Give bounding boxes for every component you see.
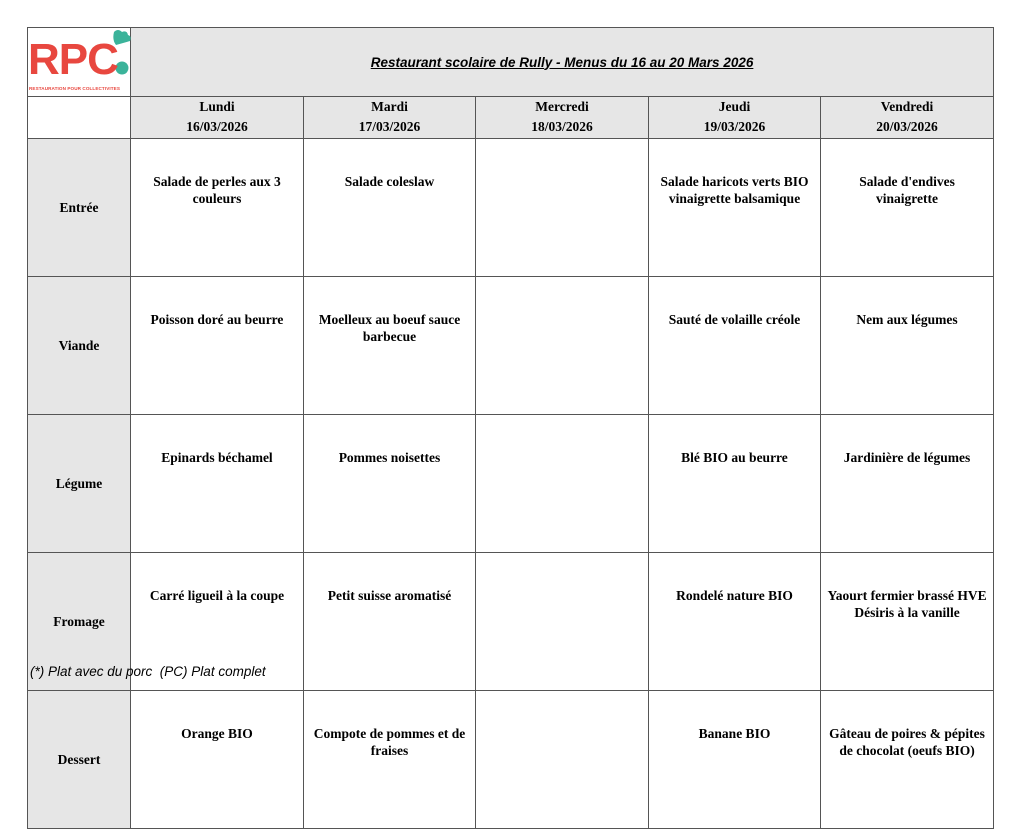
dish-cell: Sauté de volaille créole (649, 277, 821, 415)
dish-cell (476, 277, 649, 415)
day-name: Vendredi (880, 99, 934, 114)
dish-cell: Orange BIO (131, 691, 304, 829)
course-row-viande (28, 277, 994, 415)
day-header (649, 97, 821, 139)
dish-cell: Blé BIO au beurre (649, 415, 821, 553)
course-label: Viande (28, 277, 131, 415)
dish-cell: Jardinière de légumes (821, 415, 994, 553)
dish-cell (476, 691, 649, 829)
dish-cell (476, 553, 649, 691)
day-name: Mercredi (535, 99, 589, 114)
dish-cell: Salade coleslaw (304, 139, 476, 277)
course-row-entree (28, 139, 994, 277)
dish-cell: Moelleux au boeuf sauce barbecue (304, 277, 476, 415)
rpc-logo (28, 28, 131, 96)
day-name: Jeudi (718, 99, 751, 114)
dish-cell: Epinards béchamel (131, 415, 304, 553)
dish-cell: Nem aux légumes (821, 277, 994, 415)
dish-cell: Petit suisse aromatisé (304, 553, 476, 691)
dish-cell: Rondelé nature BIO (649, 553, 821, 691)
course-row-dessert (28, 691, 994, 829)
dish-cell (476, 415, 649, 553)
footer-legend: (*) Plat avec du porc (PC) Plat complet (30, 664, 266, 679)
dish-cell (476, 139, 649, 277)
dish-cell: Compote de pommes et de fraises (304, 691, 476, 829)
day-header (131, 97, 304, 139)
dish-cell: Yaourt fermier brassé HVE Désiris à la vanille (821, 553, 994, 691)
corner-cell (28, 97, 131, 139)
day-date: 20/03/2026 (876, 119, 938, 134)
course-label: Légume (28, 415, 131, 553)
dish-cell: Gâteau de poires & pépites de chocolat (oeufs BIO) (821, 691, 994, 829)
dish-cell: Banane BIO (649, 691, 821, 829)
course-label: Fromage (28, 553, 131, 691)
day-date: 16/03/2026 (186, 119, 248, 134)
dish-cell: Salade d'endives vinaigrette (821, 139, 994, 277)
logo-subtitle: RESTAURATION POUR COLLECTIVITES (29, 86, 120, 91)
day-name: Lundi (199, 99, 235, 114)
course-label: Entrée (28, 139, 131, 277)
course-row-legume (28, 415, 994, 553)
dish-cell: Salade haricots verts BIO vinaigrette balsamique (649, 139, 821, 277)
dish-cell: Salade de perles aux 3 couleurs (131, 139, 304, 277)
logo-cell (28, 28, 131, 97)
dish-cell: Pommes noisettes (304, 415, 476, 553)
page-title: Restaurant scolaire de Rully - Menus du 16 au 20 Mars 2026 (131, 28, 994, 97)
day-header (476, 97, 649, 139)
day-header (821, 97, 994, 139)
day-date: 17/03/2026 (358, 119, 421, 134)
course-label: Dessert (28, 691, 131, 829)
menu-table (27, 27, 994, 829)
day-name: Mardi (371, 99, 408, 114)
day-date: 18/03/2026 (531, 119, 593, 134)
day-date: 19/03/2026 (703, 119, 766, 134)
logo-text: RPC (28, 35, 118, 84)
dish-cell: Carré ligueil à la coupe (131, 553, 304, 691)
dish-cell: Poisson doré au beurre (131, 277, 304, 415)
day-header (304, 97, 476, 139)
